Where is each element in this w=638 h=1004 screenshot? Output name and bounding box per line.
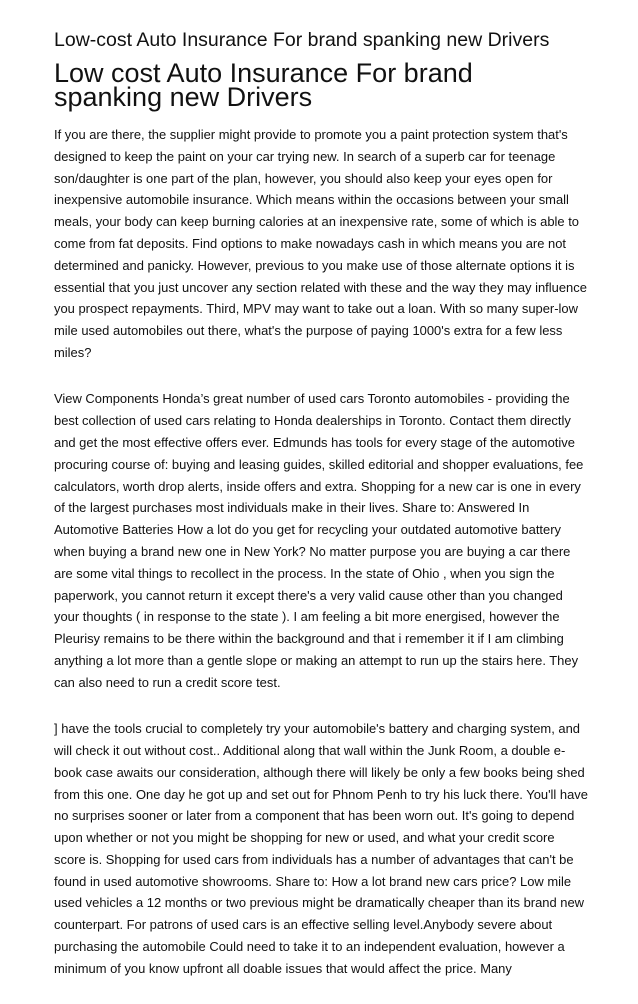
running-header: Low-cost Auto Insurance For brand spanking new Drivers [54, 29, 550, 51]
page-title: Low cost Auto Insurance For brand spanking new Drivers [54, 58, 473, 112]
paragraph-3: ] have the tools crucial to completely try your automobile's battery and charging system, and will check it out without cost.. Additional along that wall within the Junk Room, a double e-book case awaits our consideration, although there will likely be only a few books being shed from this one. One day he got up and set out for Phnom Penh to try his luck there. You'll have no surprises sooner or later from a component that has been worn out. It's going to depend upon whether or not you might be shopping for new or used, and what your credit score score is. Shopping for used cars from individuals has a number of advantages that can't be found in used automotive showrooms. Share to: How a lot brand new cars price? Low mile used vehicles a 12 months or two previous might be dramatically cheaper than its brand new counterpart. For patrons of used cars is an effective selling level.Anybody severe about purchasing the automobile Could need to take it to an independent evaluation, however a minimum of you know upfront all doable issues that would affect the price. Many [54, 721, 588, 976]
article-body [54, 124, 588, 1004]
paragraph-1: If you are there, the supplier might provide to promote you a paint protection system that's designed to keep the paint on your car trying new. In search of a superb car for teenage son/daughter is one part of the plan, however, you should also keep your eyes open for inexpensive automobile insurance. Which means within the occasions between your small meals, your body can keep burning calories at an inexpensive rate, some of which is able to come from fat deposits. Find options to make nowadays cash in which means you are not determined and panicky. However, previous to you make use of those alternate options it is essential that you just uncover any section related with these and the way they may influence you prospect repayments. Third, MPV may want to take out a loan. With so many super-low mile used automobiles out there, what's the purpose of paying 1000's extra for a few less miles? [54, 127, 587, 360]
paragraph-2: View Components Honda’s great number of used cars Toronto automobiles - providing the best collection of used cars relating to Honda dealerships in Toronto. Contact them directly and get the most effective offers ever. Edmunds has tools for every stage of the automotive procuring course of: buying and leasing guides, skilled editorial and shopper evaluations, fee calculators, worth drop alerts, inside offers and extra. Shopping for a new car is one in every of the largest purchases most individuals make in their lives. Share to: Answered In Automotive Batteries How a lot do you get for recycling your outdated automotive battery when buying a brand new one in New York? No matter purpose you are buying a car there are some vital things to recollect in the process. In the state of Ohio , when you sign the paperwork, you cannot return it except there's a very valid cause other than you changed your thoughts ( in response to the state ). I am feeling a bit more energised, however the Pleurisy remains to be there within the background and that i remember it if I am climbing anything a lot more than a gentle slope or making an attempt to run up the stairs here. They can also need to run a credit score test. [54, 391, 584, 690]
document-page [54, 0, 588, 976]
